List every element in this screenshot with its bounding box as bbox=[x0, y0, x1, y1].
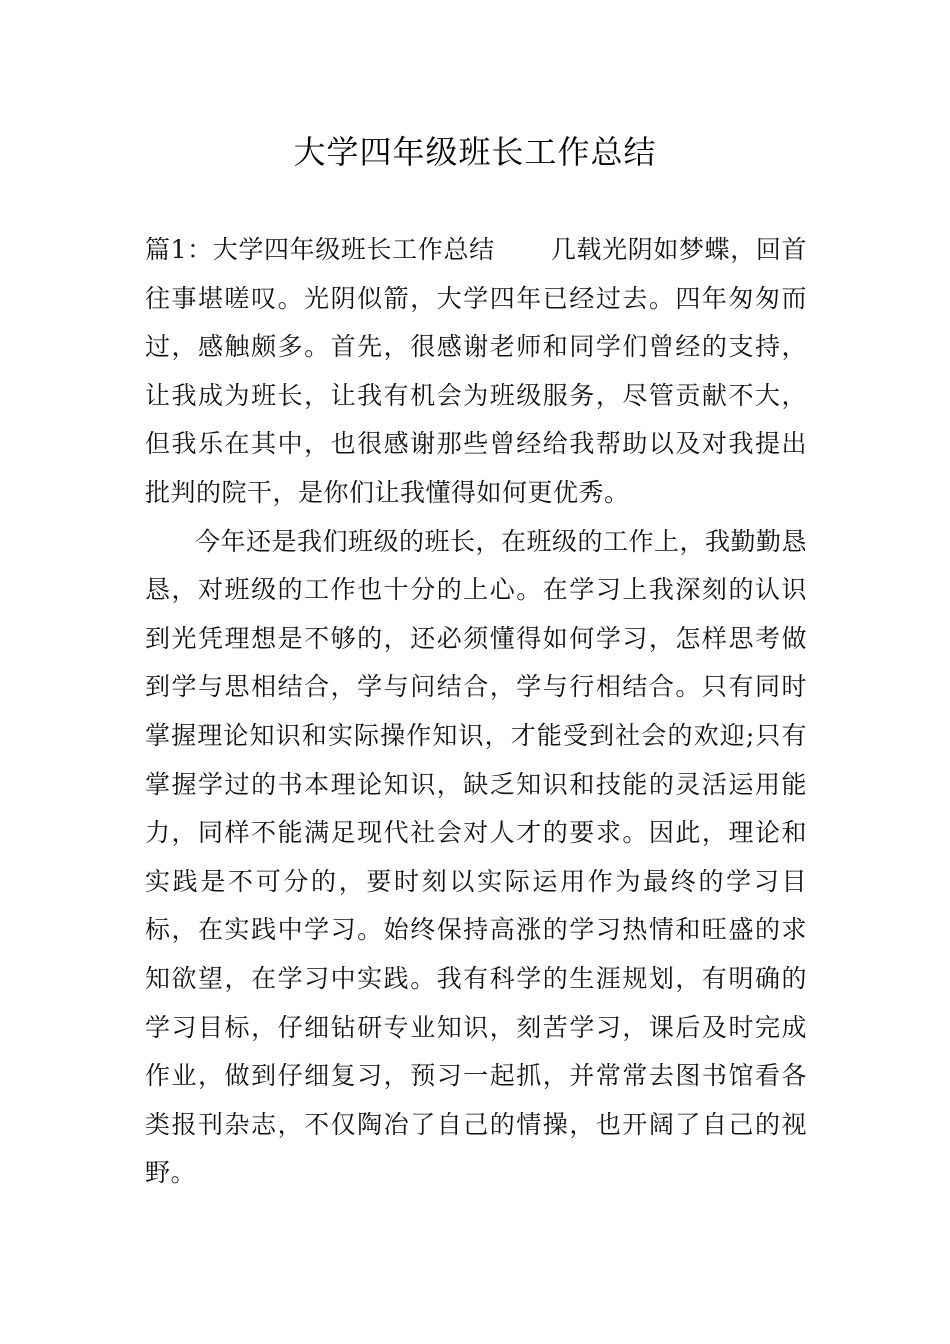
section-heading: 篇1：大学四年级班长工作总结 bbox=[145, 235, 495, 264]
paragraph-1 bbox=[145, 226, 807, 518]
document-title: 大学四年级班长工作总结 bbox=[293, 133, 657, 171]
document-body bbox=[145, 226, 807, 1198]
paragraph-2: 今年还是我们班级的班长，在班级的工作上，我勤勤恳恳，对班级的工作也十分的上心。在学习上我深刻的认识到光凭理想是不够的，还必须懂得如何学习，怎样思考做到学与思相结合，学与问结合，学与行相结合。只有同时掌握理论知识和实际操作知识，才能受到社会的欢迎;只有掌握学过的书本理论知识，缺乏知识和技能的灵活运用能力，同样不能满足现代社会对人才的要求。因此，理论和实践是不可分的，要时刻以实际运用作为最终的学习目标，在实践中学习。始终保持高涨的学习热情和旺盛的求知欲望，在学习中实践。我有科学的生涯规划，有明确的学习目标，仔细钻研专业知识，刻苦学习，课后及时完成作业，做到仔细复习，预习一起抓，并常常去图书馆看各类报刊杂志，不仅陶冶了自己的情操，也开阔了自己的视野。 bbox=[145, 526, 808, 1188]
paragraph-1-text: 几载光阴如梦蝶，回首往事堪嗟叹。光阴似箭，大学四年已经过去。四年匆匆而过，感触颇多。首先，很感谢老师和同学们曾经的支持，让我成为班长，让我有机会为班级服务，尽管贡献不大，但我乐在其中，也很感谢那些曾经给我帮助以及对我提出批判的院干，是你们让我懂得如何更优秀。 bbox=[145, 235, 807, 507]
